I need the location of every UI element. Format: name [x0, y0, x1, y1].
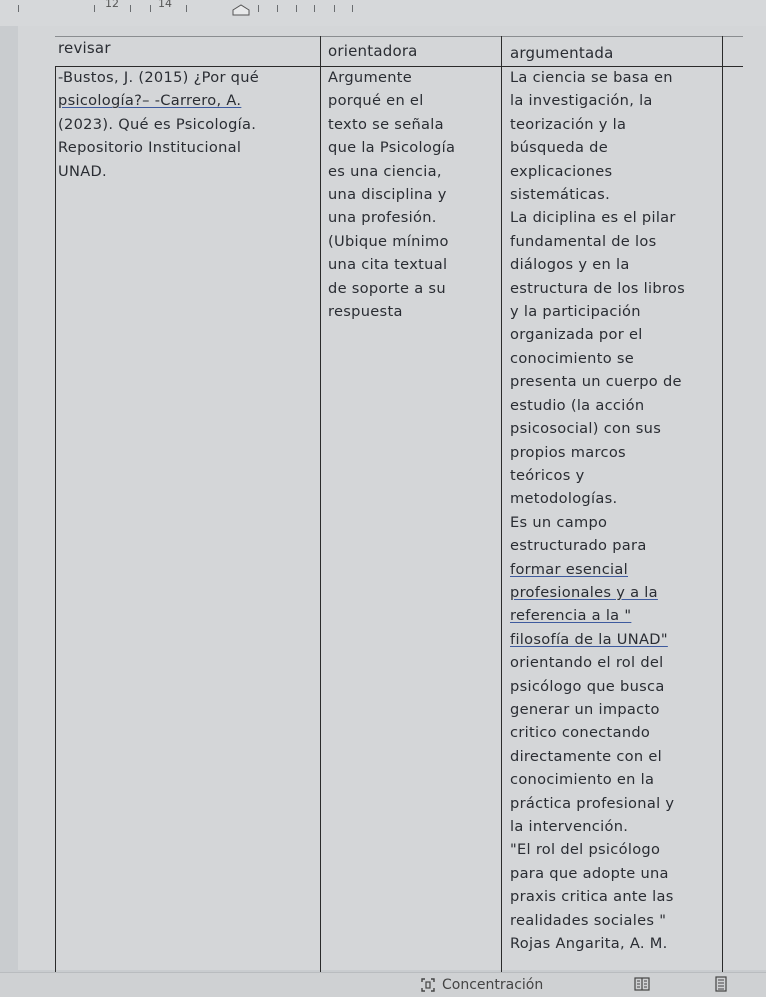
text-line: critico conectando [510, 724, 651, 742]
text-line: texto se señala [328, 115, 444, 133]
text-line: una profesión. [328, 209, 437, 227]
horizontal-ruler[interactable] [0, 0, 766, 26]
read-mode-icon[interactable] [634, 976, 650, 992]
text-line: La ciencia se basa en [510, 69, 673, 86]
text-line: búsqueda de [510, 139, 608, 157]
table-border-right [722, 36, 723, 978]
text-line: directamente con el [510, 747, 663, 765]
focus-icon [420, 977, 436, 993]
text-line: de soporte a su [328, 279, 446, 297]
text-line: psicólogo que busca [510, 677, 665, 695]
text-line: UNAD. [58, 162, 107, 180]
ruler-label: 14 [158, 0, 172, 10]
text-line: metodologías. [510, 490, 618, 508]
cell-argued-answer[interactable] [510, 66, 722, 955]
text-line: práctica profesional y [510, 794, 675, 812]
text-line: y la participación [510, 303, 641, 321]
text-line: (Ubique mínimo [328, 232, 449, 250]
text-line: orientando el rol del [510, 654, 664, 672]
table-border-left [55, 66, 56, 978]
ruler-label: 12 [105, 0, 119, 10]
focus-mode-label: Concentración [442, 977, 544, 993]
column-divider [501, 36, 502, 978]
text-line: Repositorio Institucional [58, 139, 242, 157]
text-line: -Bustos, J. (2015) ¿Por qué [58, 69, 260, 86]
text-line: generar un impacto [510, 700, 660, 718]
document-page[interactable] [18, 26, 766, 970]
text-line: conocimiento en la [510, 771, 655, 789]
text-line: organizada por el [510, 326, 643, 344]
text-line: porqué en el [328, 92, 424, 110]
text-line: estructura de los libros [510, 279, 686, 297]
text-line: Argumente [328, 69, 413, 86]
text-line: psicosocial) con sus [510, 420, 662, 438]
text-line: referencia a la " [510, 607, 632, 625]
text-line: conocimiento se [510, 349, 635, 367]
column-divider [320, 36, 321, 978]
text-line: filosofía de la UNAD" [510, 630, 668, 648]
header-argumentada: argumentada [510, 44, 614, 62]
text-line: que la Psicología [328, 139, 456, 157]
print-layout-icon[interactable] [713, 976, 729, 992]
text-line: sistemáticas. [510, 186, 611, 204]
text-line: formar esencial [510, 560, 628, 578]
table [58, 36, 740, 992]
text-line: estructurado para [510, 537, 647, 555]
text-line: explicaciones [510, 162, 613, 180]
text-line: realidades sociales " [510, 911, 667, 929]
text-line: propios marcos [510, 443, 626, 461]
cell-references[interactable] [58, 66, 320, 183]
text-line: profesionales y a la [510, 583, 658, 601]
text-line: La diciplina es el pilar [510, 209, 676, 227]
text-line: praxis critica ante las [510, 888, 674, 906]
text-line: (2023). Qué es Psicología. [58, 115, 257, 133]
text-line: "El rol del psicólogo [510, 841, 661, 859]
header-revisar: revisar [58, 39, 111, 57]
text-line: fundamental de los [510, 232, 657, 250]
status-bar [0, 972, 766, 997]
text-line: respuesta [328, 303, 403, 321]
text-line: Rojas Angarita, A. M. [510, 935, 668, 953]
text-line: psicología?– -Carrero, A. [58, 92, 242, 110]
focus-mode-button[interactable] [420, 975, 543, 995]
indent-marker-icon[interactable] [232, 4, 250, 16]
text-line: la intervención. [510, 818, 629, 835]
text-line: es una ciencia, [328, 162, 442, 180]
text-line: estudio (la acción [510, 396, 645, 414]
text-line: la investigación, la [510, 92, 653, 110]
text-line: para que adopte una [510, 864, 669, 882]
text-line: una disciplina y [328, 186, 447, 204]
text-line: Es un campo [510, 513, 608, 531]
text-line: diálogos y en la [510, 256, 630, 274]
text-line: presenta un cuerpo de [510, 373, 682, 391]
text-line: teóricos y [510, 466, 585, 484]
cell-guiding-question[interactable] [328, 66, 500, 323]
text-line: una cita textual [328, 256, 448, 274]
header-orientadora: orientadora [328, 42, 418, 60]
text-line: teorización y la [510, 115, 627, 133]
